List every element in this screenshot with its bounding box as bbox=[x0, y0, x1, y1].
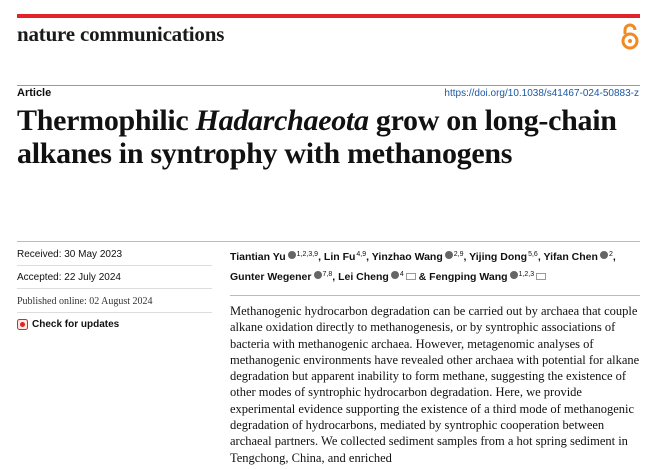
check-for-updates-button[interactable] bbox=[17, 319, 119, 330]
brand-bar bbox=[17, 14, 640, 18]
meta-divider bbox=[17, 265, 212, 266]
orcid-icon[interactable] bbox=[510, 271, 518, 279]
affiliation-numbers: 1,2,3,9 bbox=[296, 251, 319, 258]
author-separator: , bbox=[332, 271, 339, 283]
title-italic: Hadarchaeota bbox=[195, 104, 369, 137]
affiliation-numbers: 1,2,3 bbox=[518, 271, 535, 278]
author-separator: , bbox=[318, 251, 324, 263]
author-name[interactable]: Lin Fu bbox=[323, 251, 356, 263]
open-access-icon[interactable] bbox=[619, 22, 641, 50]
author-name[interactable]: Fengping Wang bbox=[429, 271, 508, 283]
affiliation-numbers: 2,9 bbox=[453, 251, 464, 258]
title-divider bbox=[17, 241, 640, 242]
affiliation-numbers: 5,6 bbox=[528, 251, 538, 258]
email-icon[interactable] bbox=[406, 273, 416, 280]
affiliation-numbers: 4 bbox=[399, 271, 404, 278]
authors-divider bbox=[230, 295, 640, 296]
article-type: Article bbox=[17, 87, 52, 99]
author-name[interactable]: Lei Cheng bbox=[338, 271, 389, 283]
affiliation-numbers: 2 bbox=[608, 251, 613, 258]
orcid-icon[interactable] bbox=[391, 271, 399, 279]
orcid-icon[interactable] bbox=[445, 251, 453, 259]
orcid-icon[interactable] bbox=[314, 271, 322, 279]
author-name[interactable]: Gunter Wegener bbox=[230, 271, 312, 283]
received-date: Received: 30 May 2023 bbox=[17, 249, 123, 260]
check-updates-label: Check for updates bbox=[32, 319, 120, 330]
author-list bbox=[230, 246, 640, 286]
header-divider bbox=[17, 85, 640, 86]
title-suffix: grow on long-chain alkanes in syntrophy with methanogens bbox=[17, 104, 617, 170]
author-separator: & bbox=[415, 271, 430, 283]
author-name[interactable]: Yifan Chen bbox=[543, 251, 598, 263]
title-prefix: Thermophilic bbox=[17, 104, 196, 137]
meta-divider bbox=[17, 288, 212, 289]
email-icon[interactable] bbox=[536, 273, 546, 280]
orcid-icon[interactable] bbox=[288, 251, 296, 259]
orcid-icon[interactable] bbox=[600, 251, 608, 259]
affiliation-numbers: 7,8 bbox=[322, 271, 333, 278]
author-separator: , bbox=[366, 251, 372, 263]
article-title bbox=[17, 104, 627, 170]
check-updates-icon bbox=[17, 319, 28, 330]
author-separator: , bbox=[612, 251, 616, 263]
journal-name: nature communications bbox=[17, 22, 225, 46]
author-separator: , bbox=[463, 251, 470, 263]
accepted-date: Accepted: 22 July 2024 bbox=[17, 272, 121, 283]
doi-link[interactable]: https://doi.org/10.1038/s41467-024-50883-z bbox=[444, 88, 639, 99]
affiliation-numbers: 4,9 bbox=[356, 251, 367, 258]
author-name[interactable]: Yijing Dong bbox=[469, 251, 528, 263]
abstract: Methanogenic hydrocarbon degradation can be carried out by archaea that couple alkane oxidation directly to methanogenesis, or by syntrophic associations of bacteria with methanogenic archaea. However, metagenomic analyses of methanogenic environments have revealed other archaea with potential for alkane degradation but apparent inability to form methane, suggesting the existence of other modes of syntrophic hydrocarbon degradation. Here, we provide experimental evidence supporting the existence of a third mode of methanogenic degradation of hydrocarbons, mediated by syntrophic cooperation between archaeal partners. We collected sediment samples from a hot spring sediment in Tengchong, China, and enriched bbox=[230, 304, 640, 465]
meta-divider bbox=[17, 312, 212, 313]
published-date: Published online: 02 August 2024 bbox=[17, 296, 153, 307]
author-separator: , bbox=[537, 251, 544, 263]
author-name[interactable]: Yinzhao Wang bbox=[371, 251, 443, 263]
author-name[interactable]: Tiantian Yu bbox=[230, 251, 286, 263]
